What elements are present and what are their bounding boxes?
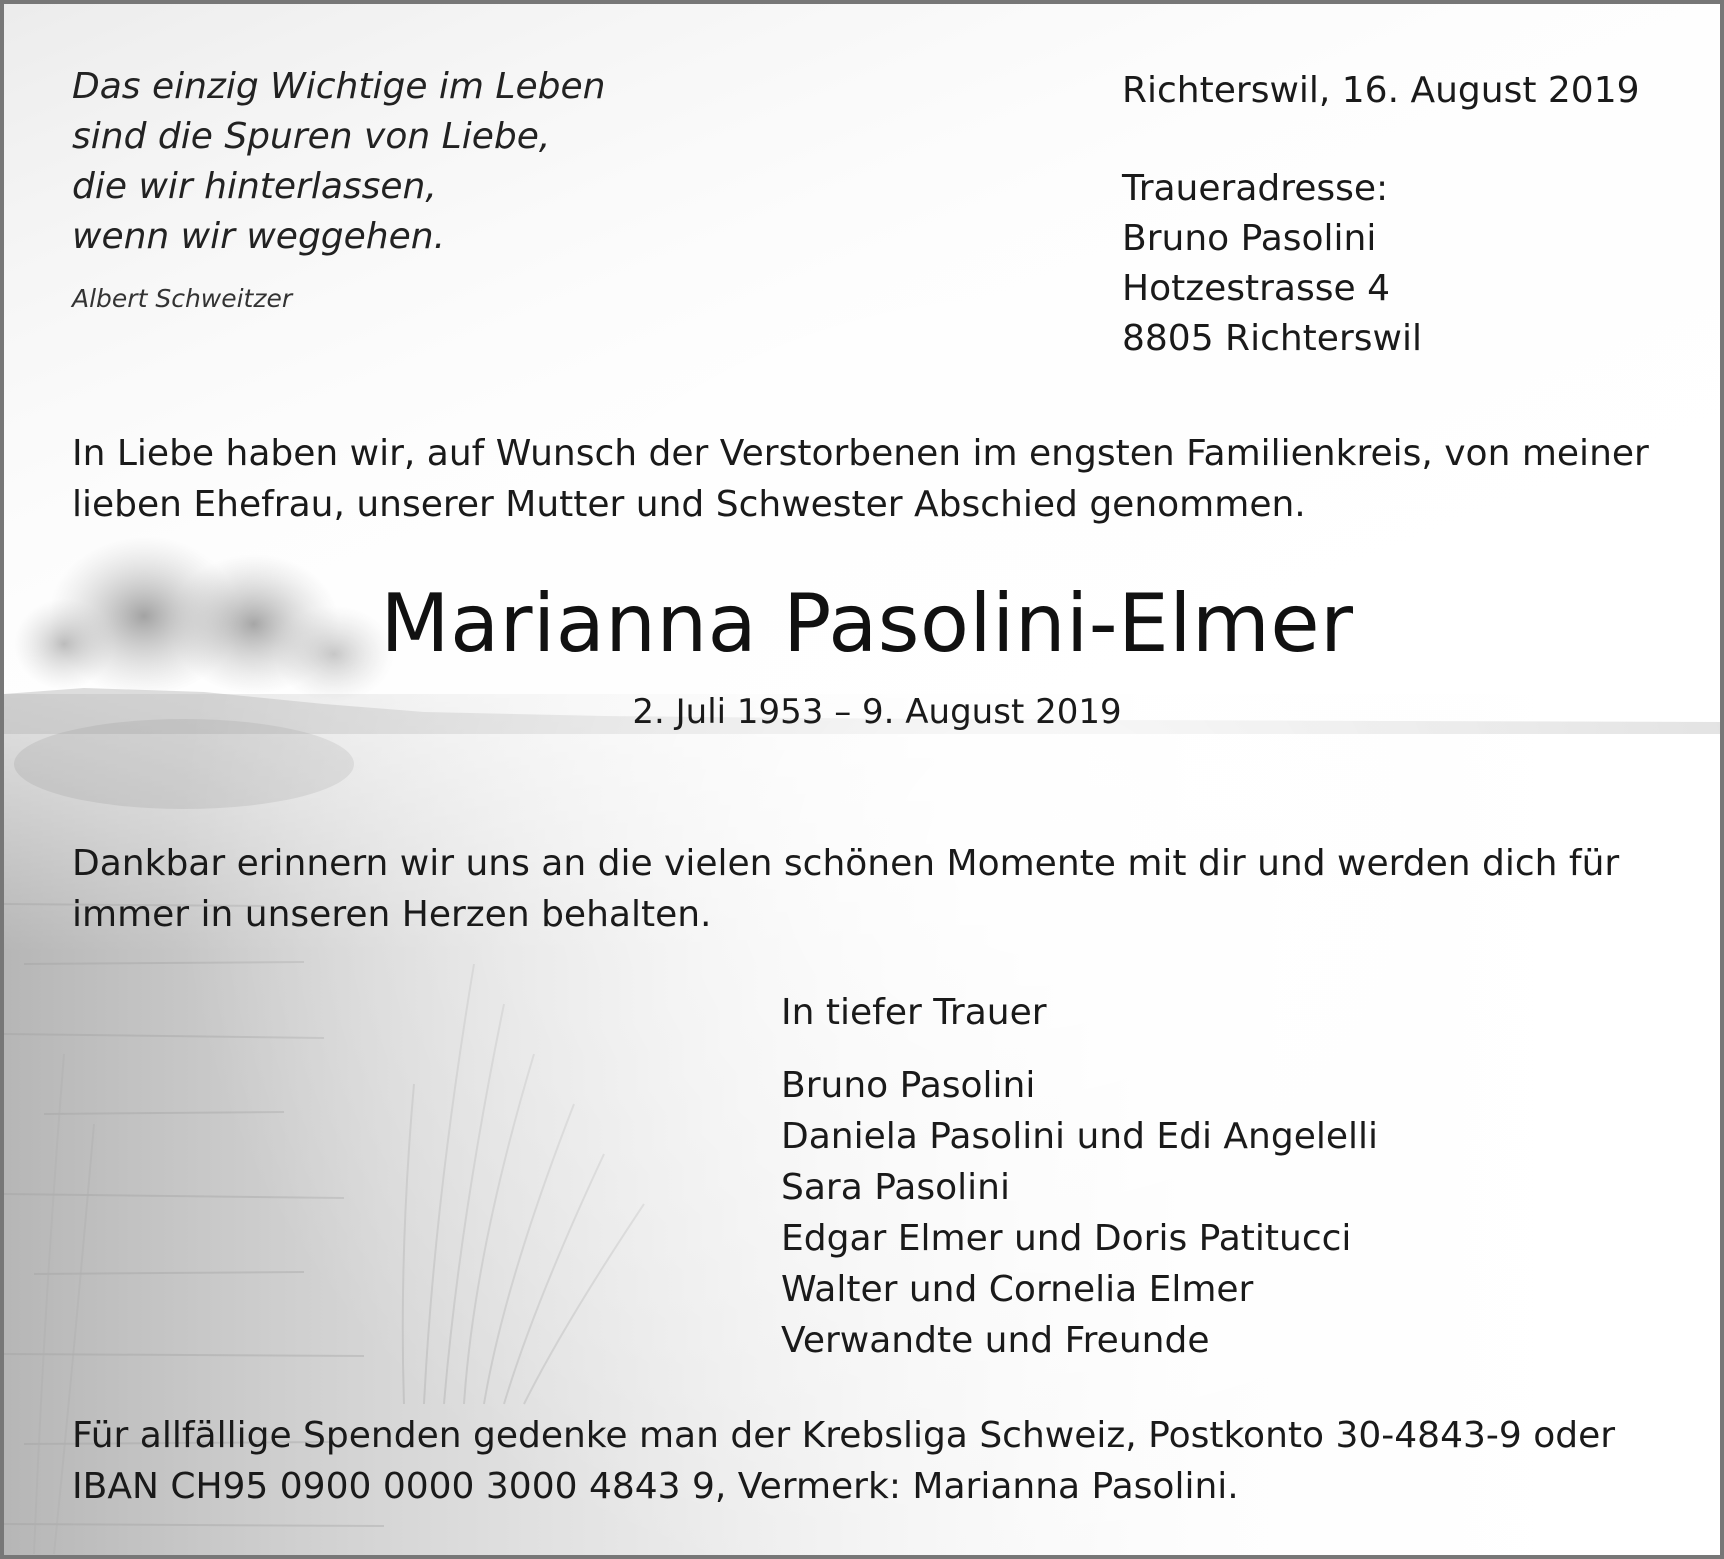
- family-member: Edgar Elmer und Doris Patitucci: [781, 1218, 1352, 1259]
- donation-line: Für allfällige Spenden gedenke man der Krebsliga Schweiz, Postkonto 30-4843-9 oder: [72, 1415, 1616, 1456]
- address-line: Bruno Pasolini: [1122, 218, 1377, 259]
- quote-line: Das einzig Wichtige im Leben: [72, 66, 606, 107]
- mourning-address: [1122, 164, 1422, 364]
- family-member: Bruno Pasolini: [781, 1065, 1036, 1106]
- donation-line: IBAN CH95 0900 0000 3000 4843 9, Vermerk: Marianna Pasolini.: [72, 1466, 1239, 1507]
- quote-line: die wir hinterlassen,: [72, 166, 437, 207]
- place-date: Richterswil, 16. August 2019: [1122, 70, 1640, 111]
- address-line: Hotzestrasse 4: [1122, 268, 1390, 309]
- quote: [72, 62, 605, 262]
- intro-paragraph: [72, 428, 1649, 530]
- quote-line: wenn wir weggehen.: [72, 216, 446, 257]
- life-dates: 2. Juli 1953 – 9. August 2019: [632, 692, 1122, 732]
- family-member: Sara Pasolini: [781, 1167, 1010, 1208]
- thanks-line: Dankbar erinnern wir uns an die vielen schönen Momente mit dir und werden dich für: [72, 843, 1620, 884]
- intro-line: lieben Ehefrau, unserer Mutter und Schwester Abschied genommen.: [72, 484, 1306, 525]
- family-member: Walter und Cornelia Elmer: [781, 1269, 1254, 1310]
- family-member: Daniela Pasolini und Edi Angelelli: [781, 1116, 1379, 1157]
- thanks-paragraph: [72, 838, 1619, 940]
- address-line: Traueradresse:: [1122, 168, 1389, 209]
- quote-author: Albert Schweitzer: [72, 284, 293, 313]
- quote-line: sind die Spuren von Liebe,: [72, 116, 551, 157]
- intro-line: In Liebe haben wir, auf Wunsch der Verstorbenen im engsten Familienkreis, von meiner: [72, 433, 1649, 474]
- address-line: 8805 Richterswil: [1122, 318, 1422, 359]
- family-member: Verwandte und Freunde: [781, 1320, 1210, 1361]
- deceased-name: Marianna Pasolini-Elmer: [380, 577, 1354, 670]
- donation-note: [72, 1410, 1615, 1512]
- mourning-heading: In tiefer Trauer: [781, 992, 1047, 1033]
- thanks-line: immer in unseren Herzen behalten.: [72, 894, 712, 935]
- family-list: [781, 1060, 1378, 1366]
